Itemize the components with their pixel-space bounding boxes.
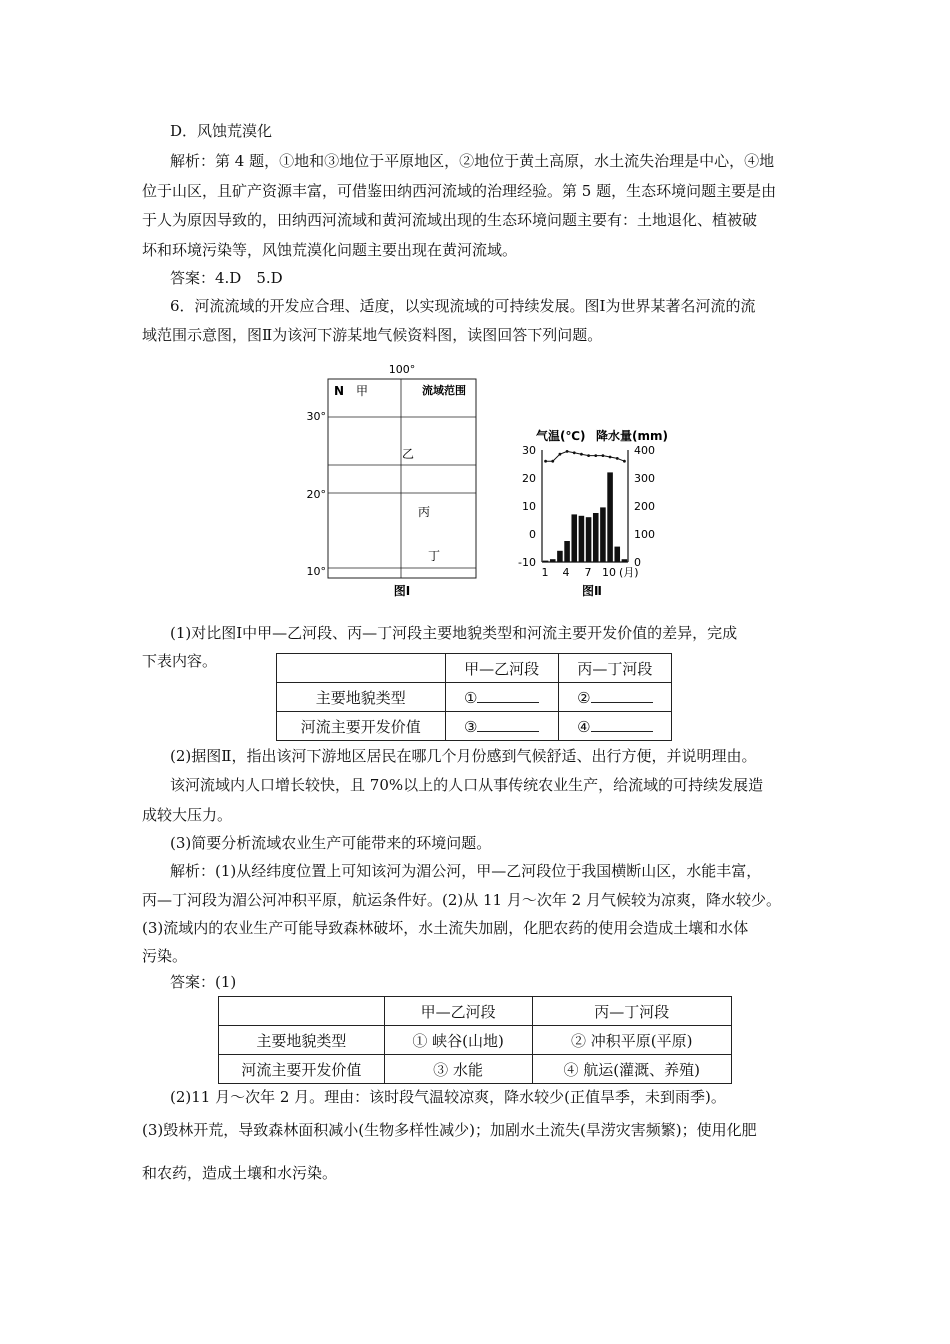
sub-question-2: (2)据图Ⅱ，指出该河下游地区居民在哪几个月份感到气候舒适、出行方便，并说明理由。: [170, 747, 757, 765]
population-note: 成较大压力。: [142, 806, 233, 824]
answer-cell: ① 峡谷(山地): [384, 1026, 532, 1055]
x-unit: (月): [619, 566, 639, 579]
lat-label-20: 20°: [306, 488, 326, 501]
answer-cell: ③ 水能: [384, 1055, 532, 1084]
y-left-tick: 20: [522, 472, 536, 485]
precipitation-bar: [543, 561, 549, 562]
question-6: 域范围示意图，图Ⅱ为该河下游某地气候资料图，读图回答下列问题。: [142, 326, 603, 344]
precipitation-bar: [557, 551, 563, 562]
answer-4-5: 答案：4.D 5.D: [170, 269, 283, 287]
x-tick-label: 4: [562, 566, 570, 579]
analysis-line: 坏和环境污染等，风蚀荒漠化问题主要出现在黄河流域。: [142, 241, 518, 259]
temperature-point: [551, 460, 554, 463]
precipitation-bar: [607, 472, 613, 562]
temperature-point: [594, 454, 597, 457]
option-d: D．风蚀荒漠化: [170, 122, 273, 140]
figure-1-caption: 图Ⅰ: [393, 584, 411, 598]
sub-question-1: 下表内容。: [142, 652, 218, 670]
temperature-point: [573, 451, 576, 454]
precipitation-bar: [600, 507, 606, 562]
legend-basin: 流域范围: [422, 384, 466, 397]
longitude-label: 100°: [388, 363, 416, 376]
analysis-line: 位于山区，且矿产资源丰富，可借鉴田纳西河流域的治理经验。第 5 题，生态环境问题主要是由: [142, 182, 777, 200]
temperature-point: [580, 453, 583, 456]
sub-question-3: (3)简要分析流域农业生产可能带来的环境问题。: [170, 834, 492, 852]
row-label: 主要地貌类型: [219, 1026, 385, 1055]
temperature-point: [623, 460, 626, 463]
y-right-tick: 300: [634, 472, 655, 485]
figure-2-climate-chart: [500, 420, 700, 600]
answer-cell: ② 冲积平原(平原): [532, 1026, 732, 1055]
x-tick-label: 1: [541, 566, 549, 579]
y-right-tick: 100: [634, 528, 655, 541]
temperature-point: [602, 454, 605, 457]
point-ding: 丁: [428, 549, 441, 563]
analysis-line: 解析：(1)从经纬度位置上可知该河为湄公河，甲—乙河段位于我国横断山区，水能丰富，: [170, 862, 762, 880]
header-jia-yi: 甲—乙河段: [445, 654, 558, 683]
answer-table: [218, 996, 732, 1084]
y-right-tick: 400: [634, 444, 655, 457]
row-label: 河流主要开发价值: [277, 712, 446, 741]
answer-2: (2)11 月～次年 2 月。理由：该时段气温较凉爽，降水较少(正值旱季，未到雨季)。: [170, 1088, 726, 1106]
sub-question-1: (1)对比图Ⅰ中甲—乙河段、丙—丁河段主要地貌类型和河流主要开发价值的差异，完成: [170, 624, 738, 642]
precipitation-bar: [550, 559, 556, 562]
y-left-tick: 0: [529, 528, 536, 541]
temperature-point: [566, 450, 569, 453]
precipitation-bar: [579, 516, 585, 562]
y-right-label: 降水量(mm): [596, 429, 668, 443]
temperature-point: [544, 460, 547, 463]
point-yi: 乙: [402, 447, 415, 461]
blank-cell[interactable]: ④: [558, 712, 671, 741]
analysis-line: 污染。: [142, 947, 188, 965]
point-jia: 甲: [356, 384, 369, 398]
y-left-tick: 10: [522, 500, 536, 513]
analysis-line: 丙—丁河段为湄公河冲积平原，航运条件好。(2)从 11 月～次年 2 月气候较为凉爽，降水较少。: [142, 891, 781, 909]
y-right-tick: 0: [634, 556, 641, 569]
x-tick-label: 10: [602, 566, 616, 579]
temperature-point: [616, 457, 619, 460]
analysis-line: (3)流域内的农业生产可能导致森林破坏，水土流失加剧，化肥农药的使用会造成土壤和水体: [142, 919, 749, 937]
header-bing-ding: 丙—丁河段: [558, 654, 671, 683]
precipitation-bar: [593, 513, 599, 562]
temperature-point: [609, 456, 612, 459]
y-left-tick: 30: [522, 444, 536, 457]
lat-label-30: 30°: [306, 410, 326, 423]
header-empty: [277, 654, 446, 683]
header-bing-ding: 丙—丁河段: [532, 997, 732, 1026]
header-jia-yi: 甲—乙河段: [384, 997, 532, 1026]
answer-cell: ④ 航运(灌溉、养殖): [532, 1055, 732, 1084]
x-tick-label: 7: [584, 566, 592, 579]
blank-cell[interactable]: ③: [445, 712, 558, 741]
y-left-label: 气温(℃): [536, 429, 586, 443]
row-label: 主要地貌类型: [277, 683, 446, 712]
y-left-tick: -10: [518, 556, 536, 569]
question-6: 6．河流流域的开发应合理、适度，以实现流域的可持续发展。图Ⅰ为世界某著名河流的流: [170, 297, 756, 315]
temperature-point: [559, 453, 562, 456]
answer-3: 和农药，造成土壤和水污染。: [142, 1164, 338, 1182]
precipitation-bar: [571, 514, 577, 562]
header-empty: [219, 997, 385, 1026]
question-table: [276, 653, 672, 741]
temperature-line: [546, 451, 625, 461]
answer-3: (3)毁林开荒，导致森林面积减小(生物多样性减少)；加剧水土流失(旱涝灾害频繁)；使用化肥: [142, 1121, 757, 1139]
blank-cell[interactable]: ②: [558, 683, 671, 712]
population-note: 该河流域内人口增长较快，且 70%以上的人口从事传统农业生产，给流域的可持续发展造: [170, 776, 764, 794]
figure-1-map: [300, 360, 485, 600]
lat-label-10: 10°: [306, 565, 326, 578]
precipitation-bar: [564, 541, 570, 562]
blank-cell[interactable]: ①: [445, 683, 558, 712]
map-frame: [328, 379, 476, 578]
y-right-tick: 200: [634, 500, 655, 513]
precipitation-bar: [614, 547, 620, 562]
answer-label: 答案：(1): [170, 973, 237, 991]
precipitation-bar: [586, 517, 592, 562]
analysis-line: 解析：第 4 题，①地和③地位于平原地区，②地位于黄土高原，水土流失治理是中心，④地: [170, 152, 775, 170]
row-label: 河流主要开发价值: [219, 1055, 385, 1084]
figure-2-caption: 图Ⅱ: [582, 584, 602, 598]
temperature-point: [587, 454, 590, 457]
precipitation-bar: [622, 559, 628, 562]
analysis-line: 于人为原因导致的，田纳西河流域和黄河流域出现的生态环境问题主要有：土地退化、植被破: [142, 211, 758, 229]
point-bing: 丙: [418, 505, 431, 519]
north-label: N: [334, 384, 345, 398]
